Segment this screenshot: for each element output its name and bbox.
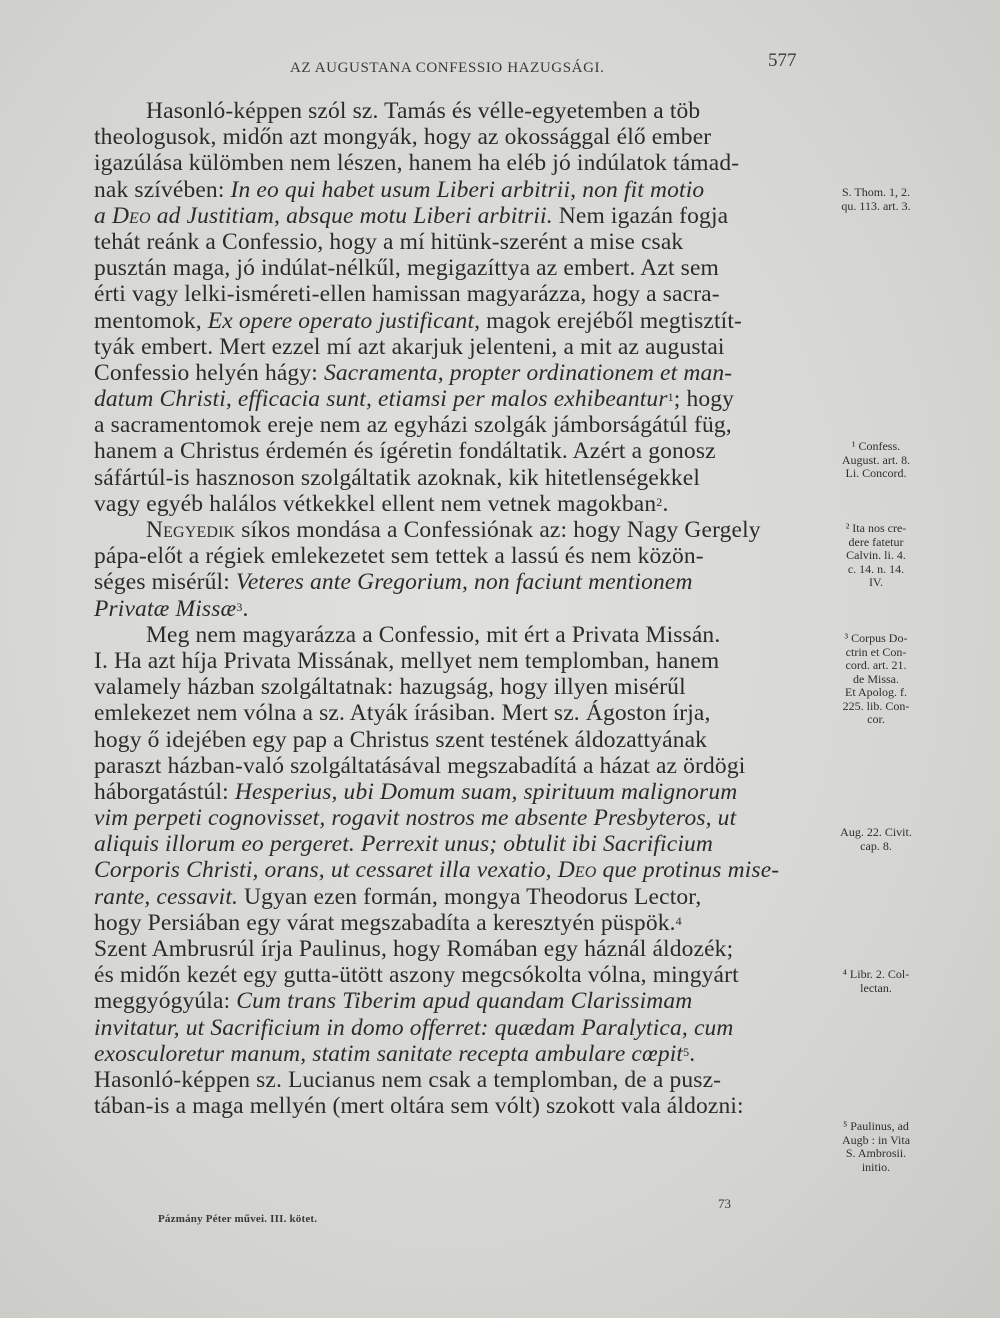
text-line: emlekezet nem vólna a sz. Atyák írásiban. Mert sz. Ágoston írja, xyxy=(94,700,711,727)
margin-note xyxy=(816,440,936,481)
latin-quote: rante, cessavit. xyxy=(94,883,239,910)
text-run: mentomok, xyxy=(94,307,208,334)
latin-quote: a xyxy=(94,202,112,229)
text-line: pusztán maga, jó indúlat-nélkűl, megigazíttya az embert. Azt sem xyxy=(94,255,719,282)
text-run: vagy egyéb halálos vétkekkel ellent nem vetnek magokban xyxy=(94,490,657,517)
footnote-marker: 3 xyxy=(236,599,243,614)
latin-quote: Sacramenta, propter ordinationem et man- xyxy=(323,359,733,386)
margin-note-line: S. Ambrosii. xyxy=(845,1146,907,1160)
margin-note-line: initio. xyxy=(861,1159,891,1174)
margin-note-line: Calvin. li. 4. xyxy=(846,548,906,562)
text-line xyxy=(94,360,824,386)
margin-note-line: ⁴ Libr. 2. Col- xyxy=(842,967,910,981)
margin-note-line: 225. lib. Con- xyxy=(842,698,910,713)
latin-quote: Deo xyxy=(111,202,151,229)
text-line xyxy=(94,910,824,936)
text-line xyxy=(94,517,824,543)
margin-note-line: Augb : in Vita xyxy=(841,1132,911,1147)
page-number: 577 xyxy=(768,50,797,71)
margin-note-line: de Missa. xyxy=(853,671,899,686)
margin-note xyxy=(816,968,936,995)
text-run: . xyxy=(662,490,669,517)
text-run: Confessio helyén hágy: xyxy=(94,359,324,386)
text-line xyxy=(94,203,824,229)
text-line: invitatur, ut Sacrificium in domo offerret: quædam Paralytica, cum xyxy=(94,1014,734,1041)
footnote-marker: 4 xyxy=(675,913,682,928)
text-line xyxy=(94,857,824,883)
margin-note xyxy=(816,632,936,727)
margin-note xyxy=(816,186,936,213)
section-keyword: Negyedik xyxy=(146,517,236,543)
text-run: meggyógyúla: xyxy=(94,988,237,1015)
text-line xyxy=(94,491,824,517)
text-line xyxy=(94,988,824,1014)
text-line: érti vagy lelki-isméreti-ellen hamissan magyarázza, hogy a sacra- xyxy=(94,281,720,308)
text-run: ; hogy xyxy=(673,386,735,413)
margin-note-line: cord. art. 21. xyxy=(845,658,907,672)
text-line: Szent Ambrusrúl írja Paulinus, hogy Romában egy háznál áldozék; xyxy=(94,936,734,962)
text-run: Ugyan ezen formán, mongya Theodorus Lector, xyxy=(238,883,702,910)
text-line: tehát reánk a Confessio, hogy a mí hitünk-szerént a mise csak xyxy=(94,228,684,255)
text-line xyxy=(94,308,824,334)
text-line: Hasonló-képpen sz. Lucianus nem csak a templomban, de a pusz- xyxy=(94,1066,722,1093)
text-line: hanem a Christus érdemén és ígéretin fondáltatik. Azért a gonosz xyxy=(94,438,716,465)
running-title: AZ AUGUSTANA CONFESSIO HAZUGSÁGI. xyxy=(290,60,605,76)
text-line: aliquis illorum eo pergeret. Perrexit unus; obtulit ibi Sacrificium xyxy=(94,831,714,858)
text-line: hogy ő idejében egy pap a Christus szent testének áldozattyának xyxy=(94,726,708,753)
margin-note-line: S. Thom. 1, 2. xyxy=(841,185,911,199)
text-line: pápa-előt a régiek emlekezetet sem tettek a lassú és nem közön- xyxy=(94,543,704,570)
text-line xyxy=(94,596,824,622)
text-run: nak szívében: xyxy=(94,176,231,203)
text-line xyxy=(94,884,824,910)
margin-note-line: ² Ita nos cre- xyxy=(845,521,907,535)
text-run: . xyxy=(242,595,249,622)
latin-quote: Ex opere operato justificant, xyxy=(207,307,481,334)
text-line: sáfártúl-is hasznoson szolgáltatik azoknak, kik hitetlenségekkel xyxy=(94,464,701,491)
margin-note-line: Et Apolog. f. xyxy=(845,685,907,699)
margin-note-line: IV. xyxy=(868,575,884,589)
text-line xyxy=(94,569,824,595)
margin-note-line: ⁵ Paulinus, ad xyxy=(843,1119,909,1133)
latin-quote: In eo qui habet usum Liberi arbitrii, non fit motio xyxy=(230,176,705,203)
text-run: Nem igazán fogja xyxy=(552,202,729,229)
margin-note xyxy=(816,522,936,590)
latin-quote: Hesperius, ubi Domum suam, spirituum malignorum xyxy=(234,778,738,805)
text-line: theologusok, midőn azt mongyák, hogy az okossággal élő ember xyxy=(94,124,712,151)
footnote-marker: 2 xyxy=(656,494,663,509)
text-run: magok erejéből megtisztít- xyxy=(480,307,742,334)
text-run: síkos mondása a Confessiónak az: hogy Nagy Gergely xyxy=(235,517,761,543)
text-run: háborgatástúl: xyxy=(94,778,235,805)
text-line: vim perpeti cognovisset, rogavit nostros me absente Presbyteros, ut xyxy=(94,805,737,832)
text-line: valamely házban szolgáltatnak: hazugság, hogy illyen misérűl xyxy=(94,674,686,701)
latin-quote: ad Justitiam, absque motu Liberi arbitrii. xyxy=(150,202,553,229)
text-line xyxy=(94,779,824,805)
text-line: paraszt házban-való szolgáltatásával megszabadítá a házat az ördögi xyxy=(94,752,746,779)
footnote-marker: 5 xyxy=(683,1044,690,1059)
text-line xyxy=(94,386,824,412)
latin-quote: exosculoretur manum, statim sanitate recepta ambulare cœpit xyxy=(94,1040,684,1067)
text-run: . xyxy=(689,1040,696,1067)
margin-note-line: c. 14. n. 14. xyxy=(847,561,905,576)
margin-note-line: qu. 113. art. 3. xyxy=(841,198,911,213)
text-line: igazúlása külömben nem lészen, hanem ha eléb jó indúlatok támad- xyxy=(94,150,740,177)
latin-quote: Deo xyxy=(557,857,597,884)
signature-number: 73 xyxy=(718,1196,731,1211)
footer-book-title: Pázmány Péter művei. III. kötet. xyxy=(158,1213,318,1225)
margin-note-line: dere fatetur xyxy=(848,534,904,549)
latin-quote: Corporis Christi, orans, ut cessaret illa vexatio, xyxy=(94,857,558,884)
footnote-marker: 1 xyxy=(667,390,674,405)
margin-note-line: cor. xyxy=(867,712,885,726)
latin-quote: Veteres ante Gregorium, non faciunt mentionem xyxy=(235,569,693,596)
latin-quote: Privatæ Missæ xyxy=(94,595,237,622)
text-line: a sacramentomok ereje nem az egyházi szolgák jámborságátúl füg, xyxy=(94,412,732,439)
text-line: és midőn kezét egy gutta-ütött aszony megcsókolta vólna, mingyárt xyxy=(94,962,739,989)
margin-note xyxy=(816,826,936,853)
text-line: tyák embert. Mert ezzel mí azt akarjuk jelenteni, a mit az augustai xyxy=(94,333,725,360)
margin-note-line: Aug. 22. Civit. xyxy=(840,825,912,839)
margin-note-line: ctrin et Con- xyxy=(845,644,907,659)
text-line: Hasonló-képpen szól sz. Tamás és vélle-egyetemben a töb xyxy=(146,98,701,124)
margin-note-line: lectan. xyxy=(860,980,892,995)
text-line: Meg nem magyarázza a Confessio, mit ért a Privata Missán. xyxy=(146,621,721,648)
latin-quote: Cum trans Tiberim apud quandam Clarissimam xyxy=(236,988,693,1015)
main-text xyxy=(94,98,824,1119)
margin-note xyxy=(816,1120,936,1174)
margin-note-line: August. art. 8. xyxy=(841,452,911,467)
margin-note-line: ¹ Confess. xyxy=(851,439,901,453)
text-line: I. Ha azt híja Privata Missának, mellyet nem templomban, hanem xyxy=(94,647,720,674)
text-line xyxy=(94,177,824,203)
margin-note-line: ³ Corpus Do- xyxy=(844,631,908,645)
latin-quote: datum Christi, efficacia sunt, etiamsi per malos exhibeantur xyxy=(94,386,668,413)
text-run: séges misérűl: xyxy=(94,569,236,596)
text-line xyxy=(94,1041,824,1067)
margin-note-line: cap. 8. xyxy=(860,838,892,853)
text-line: tában-is a maga mellyén (mert oltára sem vólt) szokott vala áldozni: xyxy=(94,1093,744,1120)
margin-note-line: Li. Concord. xyxy=(845,466,907,480)
latin-quote: que protinus mise- xyxy=(596,857,780,884)
text-run: hogy Persiában egy várat megszabadíta a keresztyén püspök. xyxy=(94,909,676,936)
